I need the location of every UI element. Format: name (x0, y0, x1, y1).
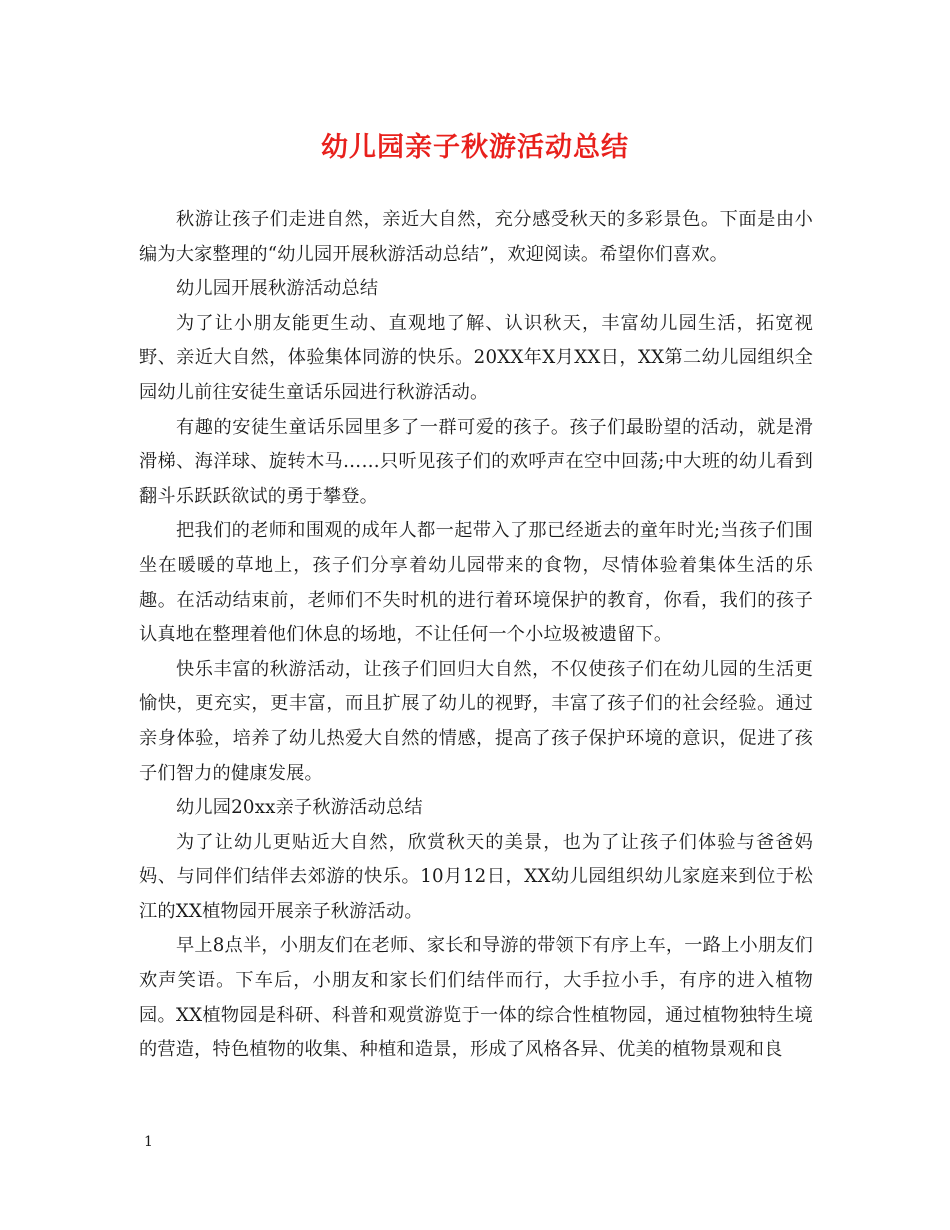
page-number: 1 (144, 1134, 153, 1150)
section-heading: 幼儿园开展秋游活动总结 (176, 278, 379, 300)
intro-paragraph: 秋游让孩子们走进自然，亲近大自然，充分感受秋天的多彩景色。下面是由小编为大家整理的“幼儿园开展秋游活动总结”，欢迎阅读。希望你们喜欢。 (139, 209, 813, 265)
body-paragraph: 快乐丰富的秋游活动，让孩子们回归大自然，不仅使孩子们在幼儿园的生活更愉快，更充实，更丰富，而且扩展了幼儿的视野，丰富了孩子们的社会经验。通过亲身体验，培养了幼儿热爱大自然的情感，提高了孩子保护环境的意识，促进了孩子们智力的健康发展。 (139, 658, 813, 784)
body-paragraph: 早上8点半，小朋友们在老师、家长和导游的带领下有序上车，一路上小朋友们欢声笑语。下车后，小朋友和家长们们结伴而行，大手拉小手，有序的进入植物园。XX植物园是科研、科普和观赏游览于一体的综合性植物园，通过植物独特生境的营造，特色植物的收集、种植和造景，形成了风格各异、优美的植物景观和良 (139, 935, 813, 1061)
document-title: 幼儿园亲子秋游活动总结 (321, 132, 629, 163)
body-paragraph: 把我们的老师和围观的成年人都一起带入了那已经逝去的童年时光;当孩子们围坐在暖暖的草地上，孩子们分享着幼儿园带来的食物，尽情体验着集体生活的乐趣。在活动结束前，老师们不失时机的进行着环境保护的教育，你看，我们的孩子认真地在整理着他们休息的场地，不让任何一个小垃圾被遗留下。 (139, 520, 813, 646)
body-paragraph: 为了让小朋友能更生动、直观地了解、认识秋天，丰富幼儿园生活，拓宽视野、亲近大自然，体验集体同游的快乐。20XX年X月XX日，XX第二幼儿园组织全园幼儿前往安徒生童话乐园进行秋游活动。 (139, 312, 813, 403)
document-body (139, 203, 813, 1068)
section-heading: 幼儿园20xx亲子秋游活动总结 (176, 797, 423, 819)
body-paragraph: 有趣的安徒生童话乐园里多了一群可爱的孩子。孩子们最盼望的活动，就是滑滑梯、海洋球、旋转木马……只听见孩子们的欢呼声在空中回荡;中大班的幼儿看到翻斗乐跃跃欲试的勇于攀登。 (139, 416, 813, 507)
body-paragraph: 为了让幼儿更贴近大自然，欣赏秋天的美景，也为了让孩子们体验与爸爸妈妈、与同伴们结伴去郊游的快乐。10月12日，XX幼儿园组织幼儿家庭来到位于松江的XX植物园开展亲子秋游活动。 (139, 831, 813, 922)
